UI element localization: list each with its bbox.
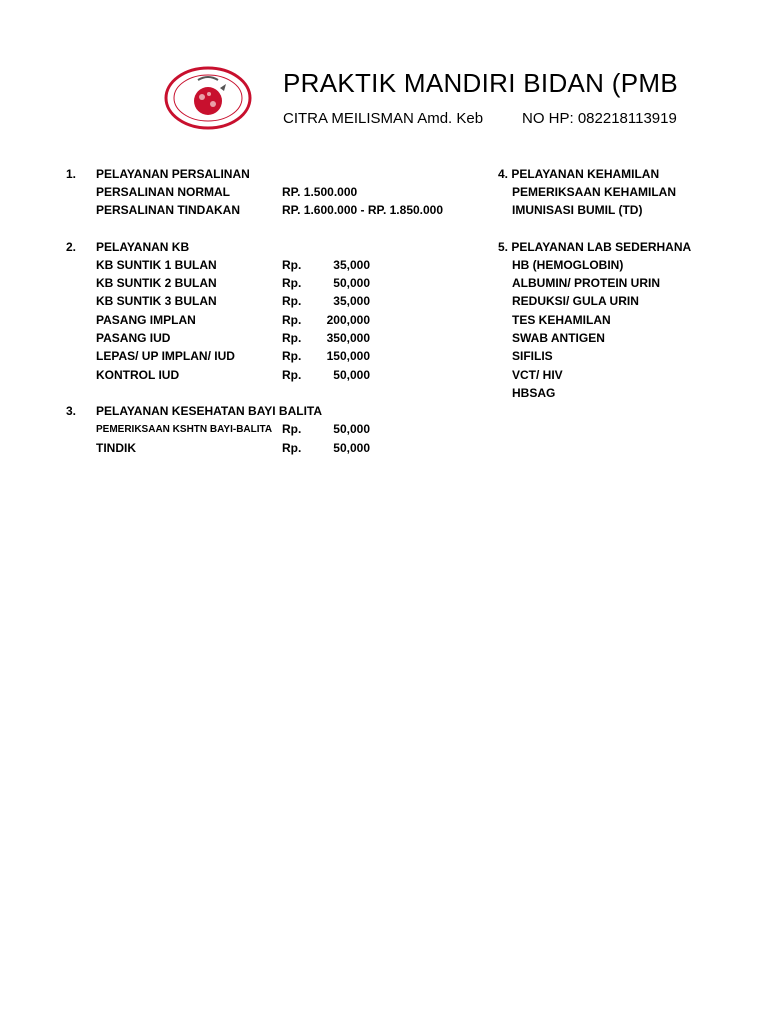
section-title: PELAYANAN KB (96, 240, 190, 254)
service-name: PASANG IMPLAN (96, 313, 196, 327)
lab-test: ALBUMIN/ PROTEIN URIN (512, 276, 660, 290)
ikatan-bidan-indonesia-logo (164, 66, 252, 130)
service-name: LEPAS/ UP IMPLAN/ IUD (96, 349, 235, 363)
section-title: 4. PELAYANAN KEHAMILAN (498, 167, 660, 181)
phone-number: NO HP: 082218113919 (522, 110, 677, 127)
service-name: PASANG IUD (96, 331, 171, 345)
section-title: PELAYANAN KESEHATAN BAYI BALITA (96, 404, 323, 418)
lab-test: TES KEHAMILAN (512, 313, 611, 327)
section-title: PELAYANAN PERSALINAN (96, 167, 250, 181)
service-name: PERSALINAN TINDAKAN (96, 203, 240, 217)
service-name: KONTROL IUD (96, 368, 180, 382)
currency-label: Rp. (282, 368, 302, 382)
service-amount: 35,000 (333, 294, 370, 308)
section-number: 1. (66, 167, 77, 181)
lab-test: HBSAG (512, 386, 556, 400)
service-name: KB SUNTIK 2 BULAN (96, 276, 217, 290)
currency-label: Rp. (282, 313, 302, 327)
midwife-name: CITRA MEILISMAN Amd. Keb (283, 110, 484, 127)
lab-test: HB (HEMOGLOBIN) (512, 258, 624, 272)
service-amount: 350,000 (326, 331, 370, 345)
currency-label: Rp. (282, 276, 302, 290)
service-amount: 50,000 (333, 422, 370, 436)
lab-test: VCT/ HIV (512, 368, 563, 382)
lab-test: SWAB ANTIGEN (512, 331, 605, 345)
service-name: TINDIK (96, 441, 136, 455)
service-amount: 50,000 (333, 441, 370, 455)
service-name: KB SUNTIK 3 BULAN (96, 294, 217, 308)
lab-test: REDUKSI/ GULA URIN (512, 294, 639, 308)
currency-label: Rp. (282, 441, 302, 455)
section-number: 3. (66, 404, 77, 418)
service-name: KB SUNTIK 1 BULAN (96, 258, 217, 272)
service-amount: 35,000 (333, 258, 370, 272)
section-title: 5. PELAYANAN LAB SEDERHANA (498, 240, 692, 254)
section-number: 2. (66, 240, 77, 254)
lab-test: SIFILIS (512, 349, 553, 363)
currency-label: Rp. (282, 258, 302, 272)
service-amount: 50,000 (333, 368, 370, 382)
service-name: IMUNISASI BUMIL (TD) (512, 203, 643, 217)
currency-label: Rp. (282, 422, 302, 436)
currency-label: Rp. (282, 331, 302, 345)
service-amount: 50,000 (333, 276, 370, 290)
currency-label: Rp. (282, 294, 302, 308)
service-price: RP. 1.500.000 (282, 185, 358, 199)
service-amount: 200,000 (326, 313, 370, 327)
service-name: PERSALINAN NORMAL (96, 185, 230, 199)
service-price: RP. 1.600.000 - RP. 1.850.000 (282, 203, 444, 217)
service-name: PEMERIKSAAN KEHAMILAN (512, 185, 677, 199)
service-name: PEMERIKSAAN KSHTN BAYI-BALITA (96, 424, 273, 435)
service-amount: 150,000 (326, 349, 370, 363)
currency-label: Rp. (282, 349, 302, 363)
page-title: PRAKTIK MANDIRI BIDAN (PMB (283, 68, 678, 98)
